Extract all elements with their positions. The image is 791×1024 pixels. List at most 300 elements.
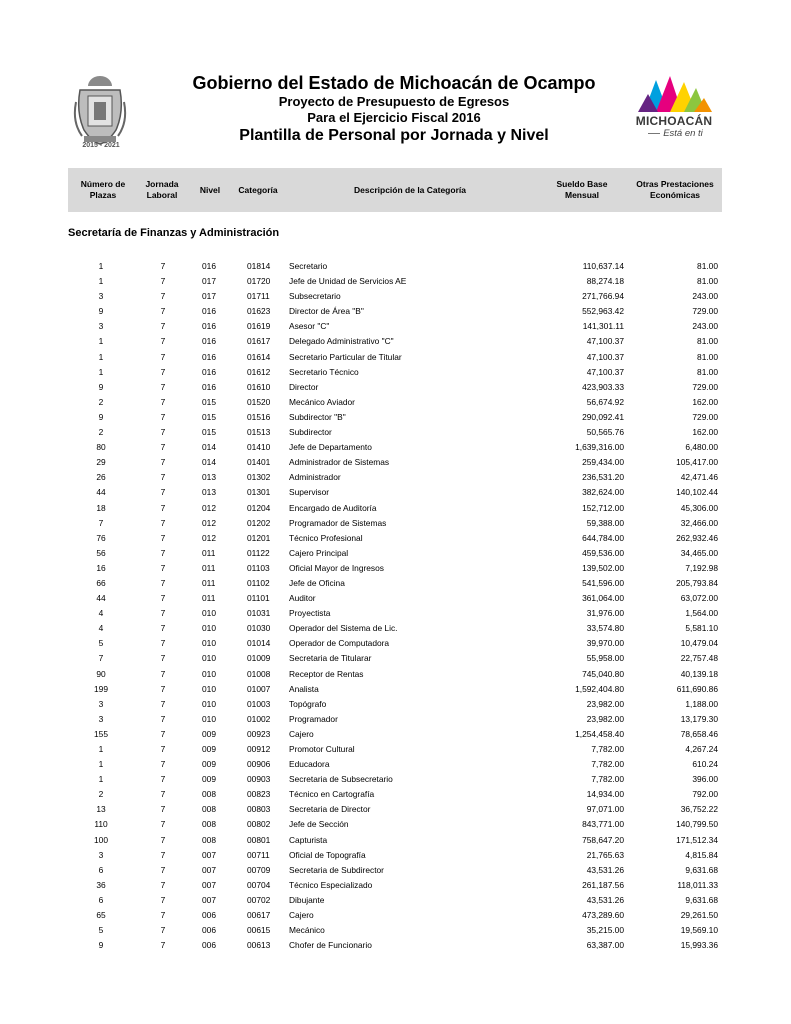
table-row — [0, 289, 791, 304]
table-row — [0, 938, 791, 953]
cell-descripcion: Programador — [289, 713, 338, 724]
table-row — [0, 833, 791, 848]
cell-jornada: 7 — [160, 759, 166, 770]
cell-plazas: 7 — [98, 653, 104, 664]
cell-descripcion: Mecánico Aviador — [289, 396, 355, 407]
table-row — [0, 516, 791, 531]
cell-sueldo: 139,502.00 — [582, 562, 624, 573]
cell-otras: 792.00 — [692, 789, 718, 800]
cell-jornada: 7 — [160, 638, 166, 649]
cell-plazas: 1 — [98, 366, 104, 377]
document-header — [150, 72, 638, 146]
cell-nivel: 009 — [202, 744, 216, 754]
cell-categoria: 01014 — [247, 638, 271, 649]
cell-nivel: 012 — [202, 517, 216, 528]
cell-sueldo: 758,647.20 — [582, 834, 624, 845]
table-row — [0, 863, 791, 878]
cell-otras: 262,932.46 — [676, 532, 718, 543]
cell-nivel: 012 — [202, 502, 216, 513]
cell-descripcion: Promotor Cultural — [289, 744, 355, 754]
logo-tagline-row — [624, 128, 724, 139]
cell-plazas: 3 — [98, 291, 104, 302]
document-subtitle-1: Proyecto de Presupuesto de Egresos — [278, 94, 510, 109]
table-row — [0, 546, 791, 561]
cell-nivel: 011 — [202, 577, 216, 588]
cell-descripcion: Asesor "C" — [289, 321, 330, 332]
table-row — [0, 304, 791, 319]
cell-descripcion: Secretaria de Titularar — [289, 653, 372, 664]
cell-categoria: 01101 — [247, 593, 270, 604]
cell-otras: 4,815.84 — [685, 849, 718, 860]
cell-descripcion: Subsecretario — [289, 291, 341, 302]
cell-descripcion: Secretaria de Subdirector — [289, 864, 384, 875]
cell-nivel: 007 — [202, 849, 216, 860]
cell-jornada: 7 — [160, 487, 166, 498]
table-row — [0, 908, 791, 923]
cell-jornada: 7 — [160, 547, 166, 558]
cell-plazas: 3 — [98, 321, 104, 332]
table-row — [0, 817, 791, 832]
cell-otras: 140,102.44 — [676, 487, 718, 498]
cell-nivel: 008 — [202, 804, 216, 815]
cell-jornada: 7 — [160, 608, 166, 619]
table-row — [0, 410, 791, 425]
cell-otras: 729.00 — [692, 411, 718, 422]
cell-plazas: 1 — [98, 759, 104, 770]
cell-sueldo: 290,092.41 — [582, 411, 624, 422]
state-seal-icon — [70, 72, 130, 152]
cell-sueldo: 141,301.11 — [582, 321, 624, 332]
cell-descripcion: Oficial de Topografía — [289, 849, 366, 860]
cell-otras: 81.00 — [697, 336, 718, 347]
cell-plazas: 2 — [98, 789, 104, 800]
cell-otras: 1,564.00 — [685, 608, 718, 619]
cell-jornada: 7 — [160, 789, 166, 800]
cell-categoria: 01202 — [247, 517, 271, 528]
cell-categoria: 01617 — [247, 336, 271, 347]
cell-jornada: 7 — [160, 668, 166, 679]
cell-plazas: 4 — [98, 608, 104, 619]
cell-sueldo: 31,976.00 — [586, 608, 624, 619]
cell-jornada: 7 — [160, 910, 166, 921]
cell-jornada: 7 — [160, 502, 166, 513]
document-title: Gobierno del Estado de Michoacán de Ocampo — [192, 73, 596, 93]
cell-descripcion: Secretaria de Subsecretario — [289, 774, 393, 785]
cell-sueldo: 47,100.37 — [586, 366, 624, 377]
table-row — [0, 757, 791, 772]
column-header-sueldo: Sueldo Base Mensual — [556, 179, 608, 200]
cell-sueldo: 55,958.00 — [586, 653, 624, 664]
cell-otras: 6,480.00 — [685, 442, 718, 453]
cell-nivel: 010 — [202, 638, 216, 649]
cell-descripcion: Operador de Computadora — [289, 638, 390, 649]
cell-nivel: 009 — [202, 774, 216, 785]
table-row — [0, 893, 791, 908]
table-row — [0, 455, 791, 470]
cell-categoria: 01612 — [247, 366, 271, 377]
cell-descripcion: Secretario Particular de Titular — [289, 351, 402, 362]
table-row — [0, 606, 791, 621]
cell-otras: 729.00 — [692, 381, 718, 392]
cell-plazas: 44 — [96, 593, 106, 604]
cell-categoria: 01009 — [247, 653, 271, 664]
cell-descripcion: Jefe de Sección — [289, 819, 349, 830]
cell-jornada: 7 — [160, 532, 166, 543]
cell-categoria: 00906 — [247, 759, 271, 770]
table-row — [0, 878, 791, 893]
column-header-plazas: Número de Plazas — [80, 179, 126, 200]
cell-otras: 22,757.48 — [680, 653, 718, 664]
cell-nivel: 007 — [202, 894, 216, 905]
cell-nivel: 017 — [202, 276, 216, 287]
cell-sueldo: 261,187.56 — [582, 879, 624, 890]
cell-sueldo: 88,274.18 — [586, 276, 624, 287]
column-header-jornada: Jornada Laboral — [145, 179, 179, 200]
cell-plazas: 3 — [98, 849, 104, 860]
cell-otras: 32,466.00 — [680, 517, 718, 528]
cell-otras: 42,471.46 — [680, 472, 718, 483]
cell-plazas: 2 — [98, 427, 104, 438]
cell-plazas: 9 — [98, 940, 104, 951]
cell-nivel: 011 — [202, 547, 216, 558]
cell-nivel: 016 — [202, 261, 216, 271]
cell-descripcion: Encargado de Auditoría — [289, 502, 377, 513]
cell-nivel: 012 — [202, 532, 216, 543]
cell-plazas: 76 — [96, 532, 106, 543]
cell-jornada: 7 — [160, 396, 166, 407]
cell-nivel: 014 — [202, 457, 216, 468]
document-subtitle-2: Para el Ejercicio Fiscal 2016 — [307, 110, 481, 125]
cell-otras: 4,267.24 — [685, 744, 718, 754]
table-row — [0, 259, 791, 274]
cell-descripcion: Técnico Profesional — [289, 532, 363, 543]
table-row — [0, 470, 791, 485]
cell-jornada: 7 — [160, 849, 166, 860]
cell-jornada: 7 — [160, 442, 166, 453]
cell-otras: 205,793.84 — [676, 577, 718, 588]
cell-nivel: 013 — [202, 472, 216, 483]
cell-plazas: 9 — [98, 381, 104, 392]
cell-sueldo: 7,782.00 — [591, 774, 624, 785]
cell-descripcion: Secretaria de Director — [289, 804, 371, 815]
cell-jornada: 7 — [160, 683, 166, 694]
cell-categoria: 00802 — [247, 819, 271, 830]
column-header-categoria: Categoría — [238, 184, 278, 195]
cell-categoria: 01102 — [247, 577, 270, 588]
cell-descripcion: Jefe de Unidad de Servicios AE — [289, 276, 407, 287]
cell-nivel: 009 — [202, 759, 216, 770]
cell-nivel: 011 — [202, 562, 216, 573]
table-row — [0, 501, 791, 516]
cell-plazas: 155 — [94, 728, 108, 739]
cell-otras: 610.24 — [692, 759, 718, 770]
cell-categoria: 01516 — [247, 411, 271, 422]
cell-categoria: 01031 — [247, 608, 271, 619]
cell-jornada: 7 — [160, 925, 166, 936]
cell-descripcion: Administrador — [289, 472, 341, 483]
cell-descripcion: Subdirector "B" — [289, 411, 346, 422]
cell-otras: 118,011.33 — [677, 879, 718, 890]
cell-descripcion: Chofer de Funcionario — [289, 940, 372, 951]
table-body — [0, 259, 791, 953]
cell-jornada: 7 — [160, 366, 166, 377]
table-row — [0, 651, 791, 666]
cell-otras: 81.00 — [697, 261, 718, 271]
table-row — [0, 531, 791, 546]
table-row — [0, 621, 791, 636]
cell-plazas: 36 — [96, 879, 106, 890]
cell-plazas: 5 — [98, 638, 104, 649]
cell-plazas: 66 — [96, 577, 106, 588]
table-row — [0, 334, 791, 349]
cell-otras: 9,631.68 — [685, 864, 718, 875]
cell-plazas: 199 — [94, 683, 108, 694]
table-row — [0, 727, 791, 742]
cell-categoria: 00704 — [247, 879, 271, 890]
cell-jornada: 7 — [160, 351, 166, 362]
cell-categoria: 00803 — [247, 804, 271, 815]
cell-otras: 36,752.22 — [680, 804, 718, 815]
cell-jornada: 7 — [160, 291, 166, 302]
cell-plazas: 4 — [98, 623, 104, 634]
cell-sueldo: 1,639,316.00 — [575, 442, 624, 453]
cell-categoria: 01201 — [247, 532, 271, 543]
cell-nivel: 017 — [202, 291, 216, 302]
cell-sueldo: 1,592,404.80 — [575, 683, 624, 694]
cell-nivel: 016 — [202, 351, 216, 362]
cell-otras: 81.00 — [697, 276, 718, 287]
cell-otras: 81.00 — [697, 366, 718, 377]
cell-nivel: 013 — [202, 487, 216, 498]
cell-nivel: 006 — [202, 910, 216, 921]
cell-descripcion: Mecánico — [289, 925, 325, 936]
cell-categoria: 01301 — [247, 487, 271, 498]
cell-categoria: 00702 — [247, 894, 271, 905]
table-header — [68, 168, 722, 212]
cell-nivel: 016 — [202, 306, 216, 317]
cell-plazas: 1 — [98, 744, 104, 754]
cell-jornada: 7 — [160, 698, 166, 709]
cell-sueldo: 63,387.00 — [586, 940, 624, 951]
cell-descripcion: Director — [289, 381, 319, 392]
section-title: Secretaría de Finanzas y Administración — [68, 227, 280, 239]
table-row — [0, 274, 791, 289]
cell-categoria: 01030 — [247, 623, 271, 634]
table-row — [0, 772, 791, 787]
cell-nivel: 010 — [202, 623, 216, 634]
cell-nivel: 010 — [202, 713, 216, 724]
cell-jornada: 7 — [160, 834, 166, 845]
cell-sueldo: 56,674.92 — [586, 396, 624, 407]
cell-jornada: 7 — [160, 879, 166, 890]
cell-categoria: 01103 — [247, 562, 270, 573]
cell-categoria: 00711 — [247, 849, 270, 860]
cell-sueldo: 259,434.00 — [582, 457, 624, 468]
cell-sueldo: 97,071.00 — [586, 804, 624, 815]
cell-descripcion: Técnico en Cartografía — [289, 789, 375, 800]
cell-otras: 78,658.46 — [680, 728, 718, 739]
table-row — [0, 742, 791, 757]
cell-descripcion: Dibujante — [289, 894, 325, 905]
cell-descripcion: Cajero Principal — [289, 547, 349, 558]
cell-sueldo: 745,040.80 — [582, 668, 624, 679]
cell-otras: 63,072.00 — [680, 593, 718, 604]
cell-sueldo: 459,536.00 — [582, 547, 624, 558]
cell-plazas: 100 — [94, 834, 108, 845]
cell-sueldo: 47,100.37 — [586, 336, 624, 347]
cell-categoria: 01623 — [247, 306, 271, 317]
cell-plazas: 65 — [96, 910, 106, 921]
cell-plazas: 1 — [98, 351, 104, 362]
cell-otras: 34,465.00 — [680, 547, 718, 558]
table-row — [0, 576, 791, 591]
cell-sueldo: 23,982.00 — [586, 713, 624, 724]
cell-plazas: 1 — [98, 276, 104, 287]
cell-nivel: 016 — [202, 381, 216, 392]
cell-otras: 1,188.00 — [685, 698, 718, 709]
cell-sueldo: 541,596.00 — [582, 577, 624, 588]
cell-jornada: 7 — [160, 940, 166, 951]
cell-otras: 5,581.10 — [685, 623, 718, 634]
cell-descripcion: Secretario Técnico — [289, 366, 359, 377]
cell-plazas: 80 — [96, 442, 106, 453]
cell-sueldo: 382,624.00 — [582, 487, 624, 498]
cell-plazas: 44 — [96, 487, 106, 498]
cell-jornada: 7 — [160, 653, 166, 664]
cell-jornada: 7 — [160, 744, 166, 754]
cell-categoria: 01204 — [247, 502, 271, 513]
cell-nivel: 006 — [202, 940, 216, 951]
cell-categoria: 00903 — [247, 774, 271, 785]
cell-otras: 171,512.34 — [676, 834, 718, 845]
cell-categoria: 01520 — [247, 396, 271, 407]
cell-categoria: 00912 — [247, 744, 271, 754]
cell-otras: 45,306.00 — [680, 502, 718, 513]
cell-jornada: 7 — [160, 261, 166, 271]
cell-sueldo: 361,064.00 — [582, 593, 624, 604]
cell-plazas: 1 — [98, 774, 104, 785]
cell-jornada: 7 — [160, 427, 166, 438]
table-row — [0, 395, 791, 410]
table-row — [0, 380, 791, 395]
cell-nivel: 007 — [202, 864, 216, 875]
cell-categoria: 01410 — [247, 442, 271, 453]
seal-years: 2015 - 2021 — [82, 142, 120, 149]
cell-categoria: 00823 — [247, 789, 271, 800]
cell-categoria: 01614 — [247, 351, 271, 362]
cell-sueldo: 39,970.00 — [586, 638, 624, 649]
cell-categoria: 01003 — [247, 698, 271, 709]
cell-sueldo: 644,784.00 — [582, 532, 624, 543]
column-header-nivel: Nivel — [199, 184, 221, 195]
table-row — [0, 848, 791, 863]
cell-otras: 729.00 — [692, 306, 718, 317]
cell-categoria: 01513 — [247, 427, 271, 438]
cell-descripcion: Subdirector — [289, 427, 332, 438]
table-row — [0, 923, 791, 938]
document-subtitle-3: Plantilla de Personal por Jornada y Nivel — [239, 127, 549, 144]
cell-descripcion: Cajero — [289, 728, 314, 739]
cell-categoria: 01302 — [247, 472, 271, 483]
table-row — [0, 425, 791, 440]
cell-sueldo: 236,531.20 — [582, 472, 624, 483]
cell-sueldo: 59,388.00 — [586, 517, 624, 528]
cell-plazas: 16 — [96, 562, 106, 573]
cell-plazas: 26 — [96, 472, 106, 483]
cell-jornada: 7 — [160, 819, 166, 830]
table-row — [0, 802, 791, 817]
cell-descripcion: Auditor — [289, 593, 316, 604]
cell-plazas: 90 — [96, 668, 106, 679]
cell-descripcion: Supervisor — [289, 487, 330, 498]
cell-otras: 243.00 — [692, 291, 718, 302]
table-row — [0, 440, 791, 455]
table-row — [0, 485, 791, 500]
cell-otras: 611,690.86 — [676, 683, 718, 694]
table-row — [0, 697, 791, 712]
cell-sueldo: 110,637.14 — [582, 261, 624, 271]
cell-otras: 29,261.50 — [680, 910, 718, 921]
cell-categoria: 00923 — [247, 728, 271, 739]
cell-categoria: 01610 — [247, 381, 271, 392]
cell-jornada: 7 — [160, 774, 166, 785]
cell-plazas: 56 — [96, 547, 106, 558]
cell-otras: 9,631.68 — [685, 894, 718, 905]
cell-categoria: 01401 — [247, 457, 271, 468]
cell-nivel: 008 — [202, 834, 216, 845]
cell-sueldo: 47,100.37 — [586, 351, 624, 362]
cell-categoria: 01002 — [247, 713, 271, 724]
cell-jornada: 7 — [160, 894, 166, 905]
cell-nivel: 010 — [202, 653, 216, 664]
cell-otras: 7,192.98 — [685, 562, 718, 573]
cell-sueldo: 23,982.00 — [586, 698, 624, 709]
cell-nivel: 010 — [202, 668, 216, 679]
cell-otras: 81.00 — [697, 351, 718, 362]
cell-otras: 19,569.10 — [680, 925, 718, 936]
cell-descripcion: Receptor de Rentas — [289, 668, 364, 679]
cell-nivel: 010 — [202, 683, 216, 694]
cell-descripcion: Secretario — [289, 261, 328, 271]
cell-sueldo: 423,903.33 — [582, 381, 624, 392]
cell-descripcion: Topógrafo — [289, 698, 327, 709]
cell-categoria: 00613 — [247, 940, 271, 951]
michoacan-logo-icon — [624, 72, 724, 152]
cell-plazas: 18 — [96, 502, 106, 513]
cell-categoria: 01720 — [247, 276, 271, 287]
cell-plazas: 29 — [96, 457, 106, 468]
table-row — [0, 591, 791, 606]
cell-descripcion: Administrador de Sistemas — [289, 457, 390, 468]
cell-plazas: 6 — [98, 864, 104, 875]
cell-nivel: 016 — [202, 336, 216, 347]
cell-jornada: 7 — [160, 411, 166, 422]
cell-descripcion: Director de Área "B" — [289, 306, 364, 317]
cell-sueldo: 43,531.26 — [586, 894, 624, 905]
cell-jornada: 7 — [160, 728, 166, 739]
cell-plazas: 13 — [96, 804, 106, 815]
cell-plazas: 6 — [98, 894, 104, 905]
cell-descripcion: Proyectista — [289, 608, 331, 619]
cell-categoria: 01007 — [247, 683, 271, 694]
cell-plazas: 110 — [94, 819, 108, 830]
cell-descripcion: Educadora — [289, 759, 330, 770]
cell-jornada: 7 — [160, 593, 166, 604]
cell-plazas: 5 — [98, 925, 104, 936]
cell-plazas: 1 — [98, 261, 104, 271]
cell-sueldo: 35,215.00 — [586, 925, 624, 936]
cell-sueldo: 552,963.42 — [582, 306, 624, 317]
